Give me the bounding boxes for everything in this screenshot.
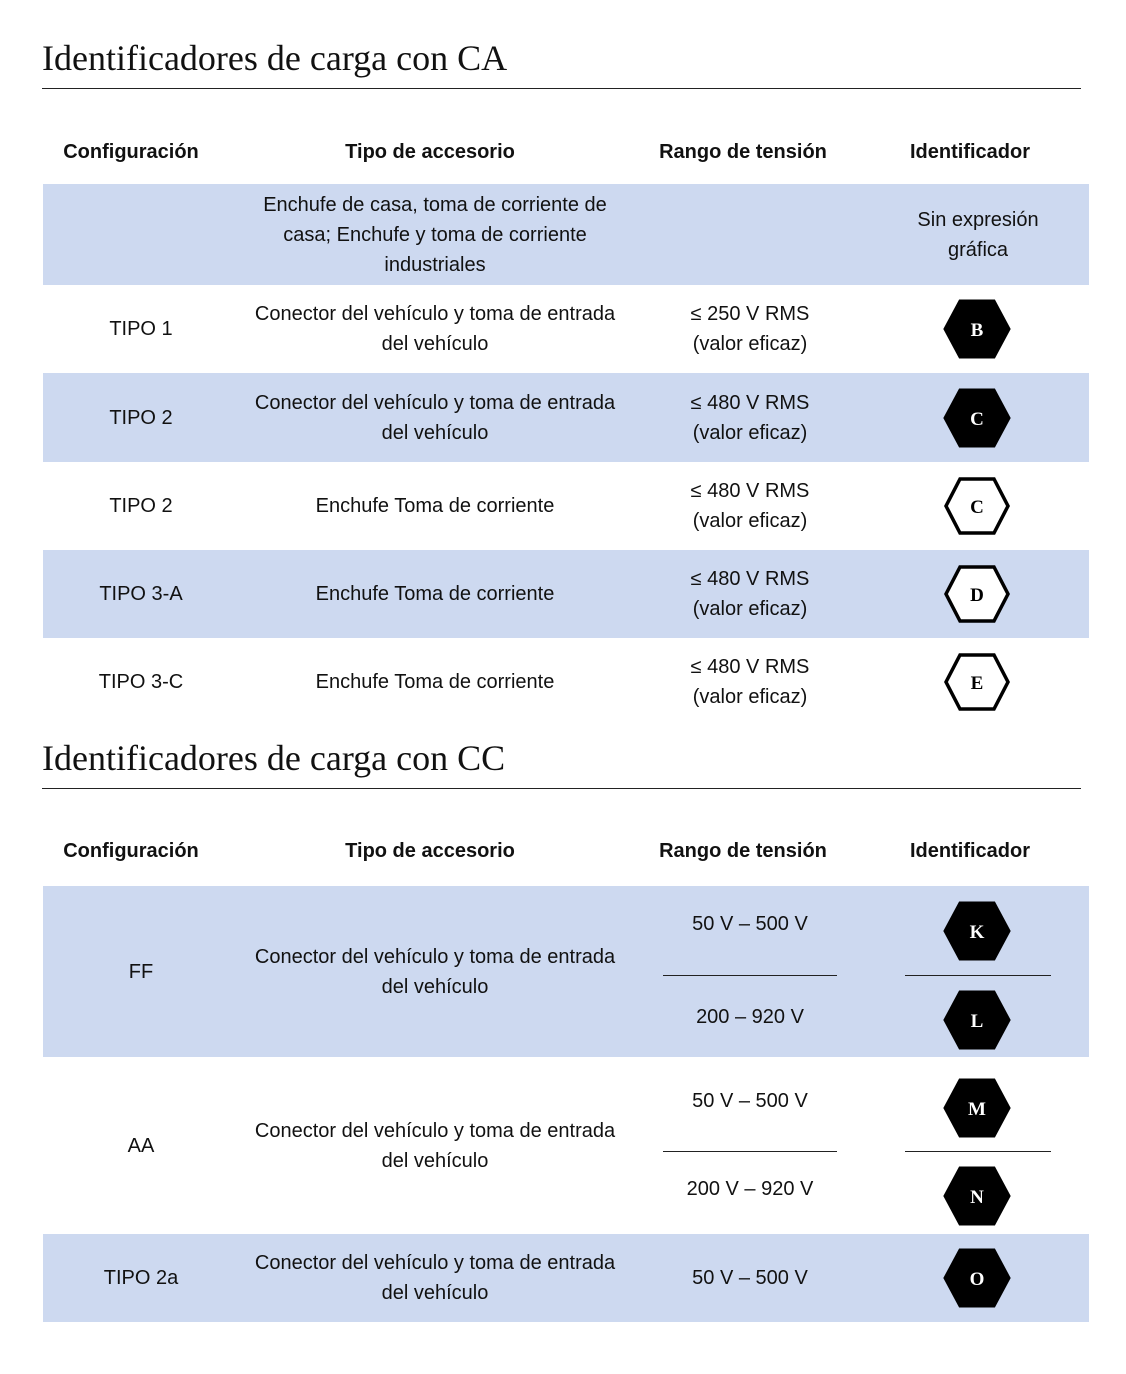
voltage-cell: ≤ 480 V RMS (valor eficaz) (690, 391, 810, 444)
voltage-divider (663, 1151, 837, 1152)
voltage-cell: 50 V – 500 V (692, 1267, 808, 1289)
identifier-cell (907, 638, 1047, 726)
ac-header-voltage: Rango de tensión (659, 141, 827, 163)
voltage-divider (663, 975, 837, 976)
identifier-cell (907, 550, 1047, 638)
ac-section-title: Identificadores de carga con CA (42, 38, 508, 78)
table-row (43, 886, 1089, 1057)
config-cell: AA (127, 1134, 155, 1157)
voltage-cell: ≤ 480 V RMS (valor eficaz) (690, 480, 810, 532)
table-row (43, 1234, 1089, 1322)
voltage-split-cell (663, 886, 837, 1057)
hexagon-badge-icon (943, 299, 1011, 359)
voltage-split-cell (663, 1057, 837, 1234)
accessory-cell: Conector del vehículo y toma de entrada del vehículo (254, 1252, 616, 1304)
hexagon-badge-icon (943, 901, 1011, 961)
table-row (43, 462, 1089, 550)
identifier-letter: D (970, 585, 984, 606)
dc-title-rule (42, 788, 1081, 789)
voltage-cell (663, 184, 837, 285)
hexagon-badge-icon (943, 388, 1011, 448)
identifier-letter: O (969, 1269, 985, 1290)
config-cell: TIPO 2 (109, 406, 173, 429)
dc-header-voltage: Rango de tensión (659, 840, 827, 862)
dc-header-identifier: Identificador (909, 840, 1031, 862)
identifier-letter: M (968, 1099, 986, 1120)
identifier-letter: E (970, 673, 984, 694)
accessory-cell: Conector del vehículo y toma de entrada del vehículo (254, 1119, 616, 1172)
identifier-letter: B (970, 320, 984, 341)
config-cell: TIPO 3-A (99, 583, 183, 605)
voltage-cell: ≤ 480 V RMS (valor eficaz) (690, 568, 810, 620)
identifier-cell (907, 1234, 1047, 1322)
accessory-cell: Conector del vehículo y toma de entrada del vehículo (254, 303, 616, 355)
hexagon-badge-icon (943, 1078, 1011, 1138)
identifier-split-cell (907, 886, 1047, 1057)
ac-header-config: Configuración (63, 141, 199, 163)
identifier-letter: N (970, 1187, 984, 1208)
hexagon-outline-badge-icon (943, 652, 1011, 712)
identifier-sub-cell (907, 989, 1047, 1051)
hexagon-badge-icon (943, 990, 1011, 1050)
voltage-cell: ≤ 480 V RMS (valor eficaz) (690, 656, 810, 708)
table-row (43, 1057, 1089, 1234)
accessory-cell: Enchufe de casa, toma de corriente de casa; Enchufe y toma de corriente industriales (263, 193, 607, 276)
ac-table-header (0, 132, 1126, 172)
identifier-sub-cell (907, 1165, 1047, 1227)
hexagon-outline-badge-icon (943, 564, 1011, 624)
voltage-sub-cell: 200 V – 920 V (686, 1178, 814, 1200)
identifier-cell (907, 373, 1047, 462)
identifier-letter: K (969, 922, 985, 943)
accessory-cell: Enchufe Toma de corriente (315, 671, 555, 693)
hexagon-badge-icon (943, 1166, 1011, 1226)
identifier-sub-cell (907, 1077, 1047, 1139)
ac-header-accessory: Tipo de accesorio (345, 141, 515, 163)
identifier-letter: C (970, 408, 984, 430)
table-row (43, 184, 1089, 285)
identifier-letter: L (970, 1011, 984, 1032)
table-row (43, 638, 1089, 726)
table-row (43, 550, 1089, 638)
identifier-split-cell (907, 1057, 1047, 1234)
ac-header-identifier: Identificador (909, 141, 1031, 163)
voltage-sub-cell: 50 V – 500 V (692, 913, 808, 935)
identifier-divider (905, 1151, 1051, 1152)
voltage-cell: ≤ 250 V RMS (valor eficaz) (690, 303, 810, 355)
accessory-cell: Enchufe Toma de corriente (315, 583, 555, 605)
identifier-sub-cell (907, 900, 1047, 962)
hexagon-outline-badge-icon (943, 476, 1011, 536)
table-row (43, 373, 1089, 462)
ac-title-rule (42, 88, 1081, 89)
config-cell: TIPO 2a (103, 1267, 179, 1289)
dc-section-title: Identificadores de carga con CC (42, 738, 506, 778)
config-cell: TIPO 2 (109, 495, 173, 517)
identifier-cell (907, 462, 1047, 550)
hexagon-badge-icon (943, 1248, 1011, 1308)
identifier-divider (905, 975, 1051, 976)
identifier-text-cell: Sin expresión gráfica (917, 208, 1039, 261)
config-cell: TIPO 1 (109, 318, 173, 340)
accessory-cell: Conector del vehículo y toma de entrada del vehículo (254, 945, 616, 998)
identifier-cell (907, 285, 1047, 373)
dc-header-accessory: Tipo de accesorio (345, 840, 515, 862)
identifier-letter: C (970, 497, 984, 518)
voltage-sub-cell: 50 V – 500 V (692, 1090, 808, 1112)
config-cell (43, 184, 239, 285)
voltage-sub-cell: 200 – 920 V (696, 1005, 804, 1028)
accessory-cell: Conector del vehículo y toma de entrada del vehículo (254, 391, 616, 444)
config-cell: TIPO 3-C (98, 671, 184, 693)
table-row (43, 285, 1089, 373)
accessory-cell: Enchufe Toma de corriente (315, 495, 555, 517)
config-cell: FF (128, 960, 154, 983)
dc-header-config: Configuración (63, 840, 199, 862)
dc-table-header (0, 831, 1126, 871)
